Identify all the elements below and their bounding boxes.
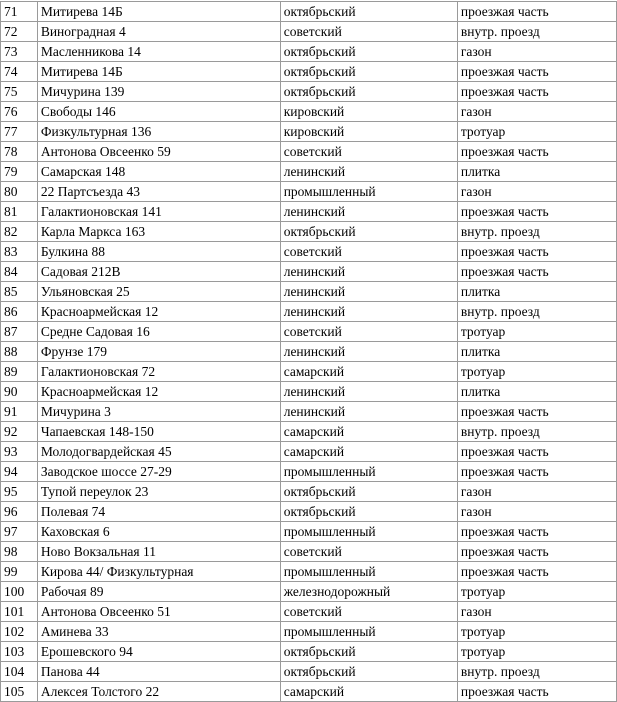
row-number-cell[interactable]: 100 [1, 582, 38, 602]
address-cell[interactable]: Физкультурная 136 [37, 122, 280, 142]
district-cell[interactable]: советский [280, 142, 457, 162]
table-row [1, 162, 617, 182]
address-cell[interactable]: Заводское шоссе 27-29 [37, 462, 280, 482]
district-cell[interactable]: промышленный [280, 182, 457, 202]
district-cell[interactable]: октябрьский [280, 502, 457, 522]
address-cell[interactable]: Масленникова 14 [37, 42, 280, 62]
table-row [1, 182, 617, 202]
address-cell[interactable]: Каховская 6 [37, 522, 280, 542]
district-cell[interactable]: промышленный [280, 522, 457, 542]
district-cell[interactable]: октябрьский [280, 662, 457, 682]
surface-type-cell[interactable]: внутр. проезд [457, 222, 616, 242]
row-number-cell[interactable]: 91 [1, 402, 38, 422]
district-cell[interactable]: советский [280, 542, 457, 562]
surface-type-cell[interactable]: газон [457, 42, 616, 62]
row-number-cell[interactable]: 102 [1, 622, 38, 642]
district-cell[interactable]: ленинский [280, 382, 457, 402]
surface-type-cell[interactable]: проезжая часть [457, 442, 616, 462]
table-row [1, 402, 617, 422]
district-cell[interactable]: советский [280, 322, 457, 342]
address-cell[interactable]: Аминева 33 [37, 622, 280, 642]
district-cell[interactable]: самарский [280, 682, 457, 702]
district-cell[interactable]: октябрьский [280, 82, 457, 102]
surface-type-cell[interactable]: газон [457, 182, 616, 202]
row-number-cell[interactable]: 97 [1, 522, 38, 542]
district-cell[interactable]: ленинский [280, 202, 457, 222]
address-cell[interactable]: Булкина 88 [37, 242, 280, 262]
address-cell[interactable]: Галактионовская 141 [37, 202, 280, 222]
address-cell[interactable]: Садовая 212В [37, 262, 280, 282]
surface-type-cell[interactable]: проезжая часть [457, 82, 616, 102]
address-cell[interactable]: Ульяновская 25 [37, 282, 280, 302]
district-cell[interactable]: октябрьский [280, 482, 457, 502]
address-cell[interactable]: Самарская 148 [37, 162, 280, 182]
address-cell[interactable]: Митирева 14Б [37, 2, 280, 22]
table-row [1, 302, 617, 322]
row-number-cell[interactable]: 71 [1, 2, 38, 22]
row-number-cell[interactable]: 75 [1, 82, 38, 102]
table-row [1, 382, 617, 402]
surface-type-cell[interactable]: проезжая часть [457, 262, 616, 282]
district-cell[interactable]: ленинский [280, 402, 457, 422]
surface-type-cell[interactable]: газон [457, 102, 616, 122]
address-cell[interactable]: Антонова Овсеенко 59 [37, 142, 280, 162]
row-number-cell[interactable]: 83 [1, 242, 38, 262]
row-number-cell[interactable]: 72 [1, 22, 38, 42]
address-cell[interactable]: Антонова Овсеенко 51 [37, 602, 280, 622]
address-cell[interactable]: Мичурина 139 [37, 82, 280, 102]
table-row [1, 242, 617, 262]
district-cell[interactable]: октябрьский [280, 62, 457, 82]
table-row [1, 522, 617, 542]
row-number-cell[interactable]: 74 [1, 62, 38, 82]
row-number-cell[interactable]: 86 [1, 302, 38, 322]
surface-type-cell[interactable]: проезжая часть [457, 522, 616, 542]
district-cell[interactable]: ленинский [280, 162, 457, 182]
address-cell[interactable]: Молодогвардейская 45 [37, 442, 280, 462]
district-cell[interactable]: ленинский [280, 302, 457, 322]
table-row [1, 122, 617, 142]
address-cell[interactable]: Полевая 74 [37, 502, 280, 522]
surface-type-cell[interactable]: внутр. проезд [457, 422, 616, 442]
table-row [1, 62, 617, 82]
surface-type-cell[interactable]: тротуар [457, 582, 616, 602]
table-row [1, 442, 617, 462]
address-cell[interactable]: Свободы 146 [37, 102, 280, 122]
surface-type-cell[interactable]: проезжая часть [457, 682, 616, 702]
district-cell[interactable]: советский [280, 242, 457, 262]
table-row [1, 462, 617, 482]
surface-type-cell[interactable]: проезжая часть [457, 402, 616, 422]
address-cell[interactable]: Красноармейская 12 [37, 382, 280, 402]
row-number-cell[interactable]: 82 [1, 222, 38, 242]
address-cell[interactable]: Мичурина 3 [37, 402, 280, 422]
surface-type-cell[interactable]: проезжая часть [457, 562, 616, 582]
row-number-cell[interactable]: 85 [1, 282, 38, 302]
address-cell[interactable]: Тупой переулок 23 [37, 482, 280, 502]
table-row [1, 202, 617, 222]
table-row [1, 282, 617, 302]
district-cell[interactable]: октябрьский [280, 642, 457, 662]
address-cell[interactable]: Карла Маркса 163 [37, 222, 280, 242]
table-row [1, 502, 617, 522]
table-row [1, 642, 617, 662]
surface-type-cell[interactable]: проезжая часть [457, 62, 616, 82]
surface-type-cell[interactable]: проезжая часть [457, 2, 616, 22]
row-number-cell[interactable]: 87 [1, 322, 38, 342]
surface-type-cell[interactable]: плитка [457, 282, 616, 302]
surface-type-cell[interactable]: тротуар [457, 362, 616, 382]
surface-type-cell[interactable]: проезжая часть [457, 462, 616, 482]
surface-type-cell[interactable]: газон [457, 482, 616, 502]
district-cell[interactable]: октябрьский [280, 42, 457, 62]
row-number-cell[interactable]: 80 [1, 182, 38, 202]
address-cell[interactable]: Ерошевского 94 [37, 642, 280, 662]
surface-type-cell[interactable]: внутр. проезд [457, 302, 616, 322]
row-number-cell[interactable]: 78 [1, 142, 38, 162]
row-number-cell[interactable]: 105 [1, 682, 38, 702]
surface-type-cell[interactable]: плитка [457, 342, 616, 362]
row-number-cell[interactable]: 81 [1, 202, 38, 222]
row-number-cell[interactable]: 96 [1, 502, 38, 522]
surface-type-cell[interactable]: проезжая часть [457, 242, 616, 262]
district-cell[interactable]: кировский [280, 122, 457, 142]
row-number-cell[interactable]: 95 [1, 482, 38, 502]
row-number-cell[interactable]: 103 [1, 642, 38, 662]
row-number-cell[interactable]: 84 [1, 262, 38, 282]
row-number-cell[interactable]: 77 [1, 122, 38, 142]
spreadsheet-table [0, 1, 617, 702]
table-row [1, 342, 617, 362]
district-cell[interactable]: советский [280, 602, 457, 622]
table-row [1, 22, 617, 42]
address-cell[interactable]: Красноармейская 12 [37, 302, 280, 322]
table-row [1, 482, 617, 502]
row-number-cell[interactable]: 79 [1, 162, 38, 182]
address-cell[interactable]: Рабочая 89 [37, 582, 280, 602]
district-cell[interactable]: ленинский [280, 282, 457, 302]
surface-type-cell[interactable]: тротуар [457, 322, 616, 342]
table-row [1, 582, 617, 602]
surface-type-cell[interactable]: проезжая часть [457, 542, 616, 562]
table-row [1, 42, 617, 62]
district-cell[interactable]: железнодорожный [280, 582, 457, 602]
row-number-cell[interactable]: 76 [1, 102, 38, 122]
district-cell[interactable]: самарский [280, 362, 457, 382]
address-cell[interactable]: Ново Вокзальная 11 [37, 542, 280, 562]
district-cell[interactable]: ленинский [280, 342, 457, 362]
row-number-cell[interactable]: 89 [1, 362, 38, 382]
district-cell[interactable]: самарский [280, 442, 457, 462]
address-cell[interactable]: Панова 44 [37, 662, 280, 682]
address-cell[interactable]: Средне Садовая 16 [37, 322, 280, 342]
address-cell[interactable]: Чапаевская 148-150 [37, 422, 280, 442]
district-cell[interactable]: ленинский [280, 262, 457, 282]
table-row [1, 562, 617, 582]
row-number-cell[interactable]: 88 [1, 342, 38, 362]
row-number-cell[interactable]: 104 [1, 662, 38, 682]
row-number-cell[interactable]: 99 [1, 562, 38, 582]
address-cell[interactable]: 22 Партсъезда 43 [37, 182, 280, 202]
row-number-cell[interactable]: 93 [1, 442, 38, 462]
table-row [1, 542, 617, 562]
table-row [1, 622, 617, 642]
row-number-cell[interactable]: 73 [1, 42, 38, 62]
district-cell[interactable]: октябрьский [280, 2, 457, 22]
address-cell[interactable]: Алексея Толстого 22 [37, 682, 280, 702]
surface-type-cell[interactable]: тротуар [457, 622, 616, 642]
district-cell[interactable]: промышленный [280, 562, 457, 582]
table-body [1, 2, 617, 702]
district-cell[interactable]: промышленный [280, 462, 457, 482]
surface-type-cell[interactable]: тротуар [457, 642, 616, 662]
address-cell[interactable]: Кирова 44/ Физкультурная [37, 562, 280, 582]
surface-type-cell[interactable]: внутр. проезд [457, 22, 616, 42]
table-row [1, 82, 617, 102]
table-row [1, 222, 617, 242]
table-row [1, 142, 617, 162]
district-cell[interactable]: промышленный [280, 622, 457, 642]
table-row [1, 322, 617, 342]
table-row [1, 102, 617, 122]
row-number-cell[interactable]: 90 [1, 382, 38, 402]
address-cell[interactable]: Виноградная 4 [37, 22, 280, 42]
table-row [1, 422, 617, 442]
table-row [1, 262, 617, 282]
surface-type-cell[interactable]: проезжая часть [457, 142, 616, 162]
address-cell[interactable]: Митирева 14Б [37, 62, 280, 82]
surface-type-cell[interactable]: газон [457, 502, 616, 522]
surface-type-cell[interactable]: плитка [457, 382, 616, 402]
table-row [1, 2, 617, 22]
district-cell[interactable]: самарский [280, 422, 457, 442]
address-cell[interactable]: Галактионовская 72 [37, 362, 280, 382]
district-cell[interactable]: советский [280, 22, 457, 42]
row-number-cell[interactable]: 92 [1, 422, 38, 442]
row-number-cell[interactable]: 94 [1, 462, 38, 482]
surface-type-cell[interactable]: проезжая часть [457, 202, 616, 222]
surface-type-cell[interactable]: плитка [457, 162, 616, 182]
row-number-cell[interactable]: 98 [1, 542, 38, 562]
surface-type-cell[interactable]: внутр. проезд [457, 662, 616, 682]
surface-type-cell[interactable]: газон [457, 602, 616, 622]
row-number-cell[interactable]: 101 [1, 602, 38, 622]
table-row [1, 602, 617, 622]
address-cell[interactable]: Фрунзе 179 [37, 342, 280, 362]
surface-type-cell[interactable]: тротуар [457, 122, 616, 142]
table-row [1, 662, 617, 682]
district-cell[interactable]: октябрьский [280, 222, 457, 242]
table-row [1, 362, 617, 382]
district-cell[interactable]: кировский [280, 102, 457, 122]
